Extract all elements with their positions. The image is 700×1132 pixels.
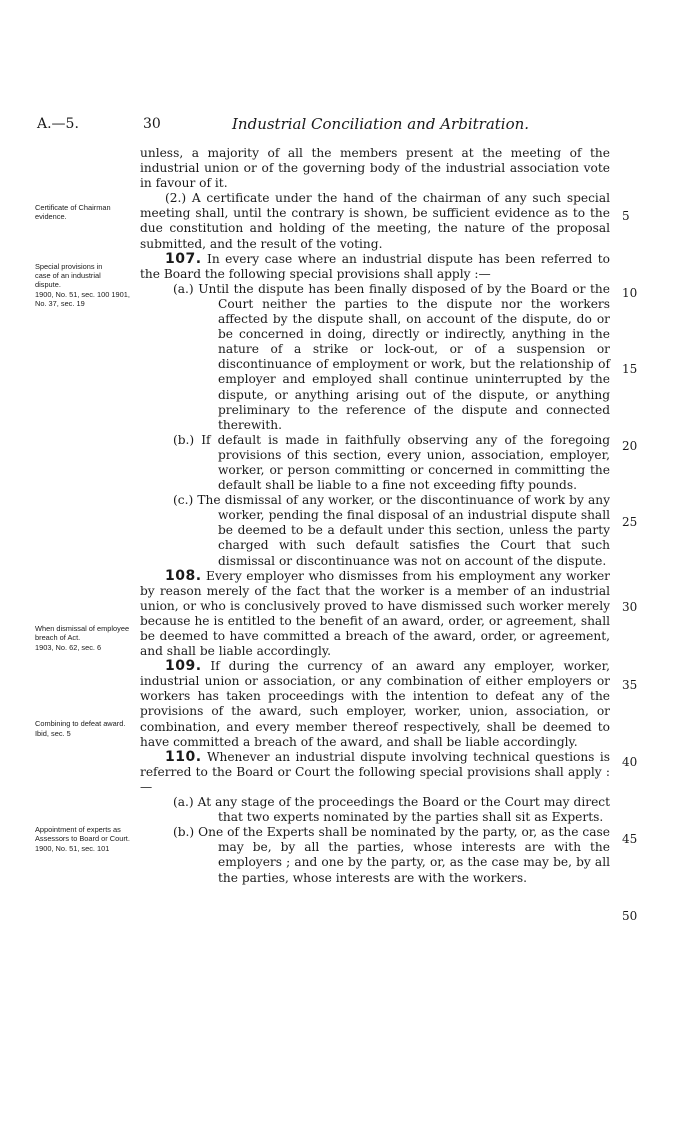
- document-reference: A.—5.: [37, 116, 79, 132]
- margin-note-ref: 1903, No. 62, sec. 6: [35, 643, 102, 652]
- section-number: 107.: [165, 250, 202, 267]
- paragraph-certificate: (2.) A certificate under the hand of the chairman of any such special meeting shall, until the contrary is shown, be sufficient evidence as to the due constitution and holding of the meeting, the nature of the proposal submitted, and the result of the voting.: [140, 191, 610, 251]
- section-text: In every case where an industrial dispute has been referred to the Board the following special provisions shall apply :—: [140, 251, 610, 281]
- margin-note-title: When dismissal of employee breach of Act.: [35, 624, 130, 642]
- section-text: Every employer who dismisses from his employment any worker by reason merely of the fact that the worker is a member of an industrial union, or who is conclusively proved to have dismissed such worker merely because he is entitled to the benefit of an award, order, or agreement, shall be deemed to have committed a breach of the award, order, or agreement, and shall be liable accordingly.: [140, 568, 610, 659]
- section-107-b: (b.) If default is made in faithfully observing any of the foregoing provisions of this section, every union, association, employer, worker, or person committing or concerned in committing the default shall be liable to a fine not exceeding fifty pounds.: [173, 432, 610, 493]
- margin-note-ref: 1900, No. 51, sec. 101: [35, 844, 110, 853]
- line-number: 5: [622, 209, 630, 223]
- margin-note-title: Certificate of Chairman evidence.: [35, 203, 111, 221]
- line-number: 25: [622, 515, 638, 529]
- line-number: 15: [622, 362, 638, 376]
- section-107: [140, 252, 610, 282]
- margin-note-title: Appointment of experts as Assessors to Board or Court.: [35, 825, 130, 843]
- margin-note-ref: 1900, No. 51, sec. 100 1901, No. 37, sec. 19: [35, 290, 130, 308]
- section-110-a: (a.) At any stage of the proceedings the Board or the Court may direct that two experts nominated by the parties shall sit as Experts.: [173, 795, 610, 825]
- margin-note-ref: Ibid, sec. 5: [35, 729, 71, 738]
- section-109: [140, 659, 610, 750]
- line-number: 30: [622, 600, 638, 614]
- margin-note-title: Special provisions in case of an industrial dispute.: [35, 262, 103, 289]
- margin-note-experts: [35, 825, 135, 853]
- line-number: 20: [622, 439, 638, 453]
- section-number: 108.: [165, 567, 202, 584]
- section-110-b: (b.) One of the Experts shall be nominated by the party, or, as the case may be, by all the parties, whose interests are with the employers ; and one by the party, or, as the case may be, by all the parties, whose interests are with the workers.: [173, 825, 610, 885]
- line-number: 10: [622, 286, 638, 300]
- margin-note-certificate: [35, 203, 125, 221]
- section-107-c: (c.) The dismissal of any worker, or the discontinuance of work by any worker, pending the final disposal of an industrial dispute shall be deemed to be a default under this section, unless the party charged with such default satisfies the Court that such dismissal or discontinuance was not on account of the dispute.: [173, 493, 610, 568]
- margin-note-special-provisions: [35, 262, 140, 308]
- margin-note-combining: [35, 719, 135, 738]
- line-number: 35: [622, 678, 638, 692]
- body-text: [140, 146, 610, 886]
- line-number: 45: [622, 832, 638, 846]
- line-number: 50: [622, 909, 638, 923]
- section-text: Whenever an industrial dispute involving technical questions is referred to the Board or Court the following special provisions shall apply :—: [140, 749, 610, 794]
- section-107-a: (a.) Until the dispute has been finally disposed of by the Board or the Court neither the parties to the dispute nor the workers affected by the dispute shall, on account of the dispute, do or be concerned in doing, directly or indirectly, anything in the nature of a strike or lock-out, or of a suspension or discontinuance of employment or work, but the relationship of employer and employed shall continue uninterrupted by the dispute, or anything arising out of the dispute, or anything preliminary to the reference of the dispute and connected therewith.: [173, 281, 610, 432]
- paragraph-continuation: unless, a majority of all the members present at the meeting of the industrial union or of the governing body of the industrial association vote in favour of it.: [140, 146, 610, 191]
- line-number: 40: [622, 755, 638, 769]
- section-number: 110.: [165, 748, 202, 765]
- section-110: [140, 750, 610, 795]
- running-title: Industrial Conciliation and Arbitration.: [232, 115, 530, 133]
- page-number: 30: [143, 116, 161, 132]
- section-text: If during the currency of an award any employer, worker, industrial union or association, or any combination of either employers or workers has taken proceedings with the intention to defeat any of the provisions of the award, such employer, worker, union, association, or combination, and every member thereof respectively, shall be deemed to have committed a breach of the award, and shall be liable accordingly.: [140, 659, 610, 749]
- margin-note-dismissal: [35, 624, 130, 652]
- margin-note-title: Combining to defeat award.: [35, 719, 126, 728]
- section-number: 109.: [165, 658, 202, 675]
- section-108: [140, 569, 610, 660]
